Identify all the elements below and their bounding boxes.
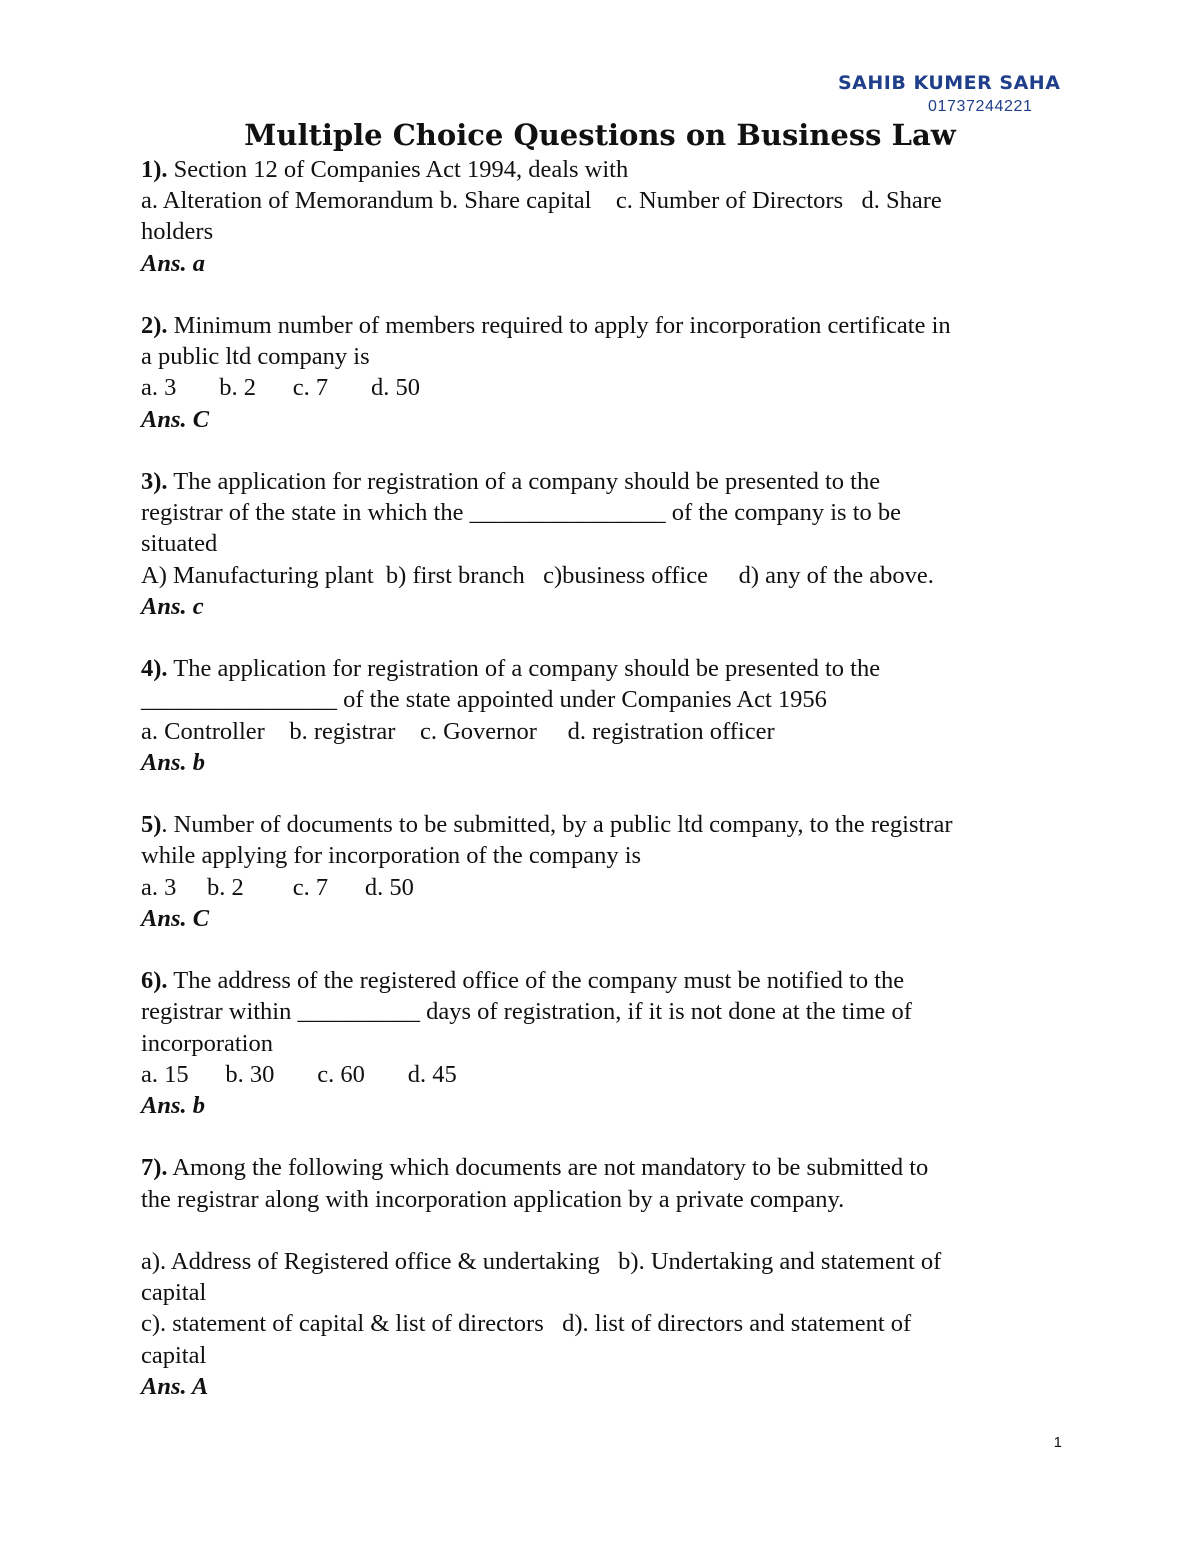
author-name: SAHIB KUMER SAHA [838,72,1061,94]
question-stem: 6). The address of the registered office of the company must be notified to the [141,967,905,995]
spacer [141,279,1071,310]
option-line: a. Alteration of Memorandum b. Share capital c. Number of Directors d. Share [141,187,942,215]
option-line: c). statement of capital & list of directors d). list of directors and statement of [141,1310,912,1338]
answer: Ans. a [141,249,206,277]
question-number: 4). [141,655,168,683]
option-line: a). Address of Registered office & undertaking b). Undertaking and statement of [141,1248,942,1275]
option-line: a. 3 b. 2 c. 7 d. 50 [141,873,414,901]
option-line: a. 15 b. 30 c. 60 d. 45 [141,1060,457,1088]
question-6 [141,965,1071,1121]
question-stem: 1). Section 12 of Companies Act 1994, deals with [141,156,629,183]
page-number: 1 [1053,1434,1062,1451]
question-stem-line: a public ltd company is [141,343,370,371]
answer: Ans. A [141,1372,209,1400]
question-stem-line: ________________ of the state appointed under Companies Act 1956 [141,686,827,714]
question-number: 5) [141,811,162,839]
answer: Ans. b [141,748,206,776]
page-title: Multiple Choice Questions on Business Law [244,118,956,152]
question-5 [141,809,1071,934]
question-1 [141,154,1071,279]
spacer [141,622,1071,653]
question-number: 7). [141,1154,168,1182]
question-stem: 5). Number of documents to be submitted, by a public ltd company, to the registrar [141,811,953,839]
spacer [141,778,1071,809]
question-7 [141,1152,1071,1402]
question-stem-line: incorporation [141,1029,273,1057]
option-line: a. 3 b. 2 c. 7 d. 50 [141,374,420,402]
question-4 [141,653,1071,778]
question-stem-line: while applying for incorporation of the company is [141,842,642,870]
question-number: 6). [141,967,168,995]
question-number: 3). [141,468,168,495]
option-line: capital [141,1341,207,1369]
author-phone: 01737244221 [928,98,1033,115]
question-stem: 2). Minimum number of members required to apply for incorporation certificate in [141,312,951,339]
question-number: 1). [141,156,168,183]
option-line: capital [141,1279,207,1307]
question-stem: 7). Among the following which documents are not mandatory to be submitted to [141,1154,929,1182]
answer: Ans. b [141,1092,206,1120]
spacer [141,1121,1071,1152]
question-stem-line: the registrar along with incorporation application by a private company. [141,1185,845,1213]
spacer [141,934,1071,965]
question-stem: 4). The application for registration of a company should be presented to the [141,655,881,683]
question-stem-line: registrar within __________ days of registration, if it is not done at the time of [141,998,912,1026]
question-stem: 3). The application for registration of a company should be presented to the [141,468,881,495]
question-number: 2). [141,312,168,339]
question-2 [141,310,1071,435]
option-line: holders [141,218,214,246]
question-stem-line: situated [141,530,218,558]
question-3 [141,466,1071,622]
answer: Ans. C [141,904,210,932]
answer: Ans. c [141,592,204,620]
spacer [141,1215,1071,1246]
option-line: A) Manufacturing plant b) first branch c)business office d) any of the above. [141,561,934,589]
answer: Ans. C [141,405,210,433]
spacer [141,435,1071,466]
question-stem-line: registrar of the state in which the ________________ of the company is to be [141,499,902,527]
option-line: a. Controller b. registrar c. Governor d. registration officer [141,717,775,745]
question-list [141,154,1071,1402]
